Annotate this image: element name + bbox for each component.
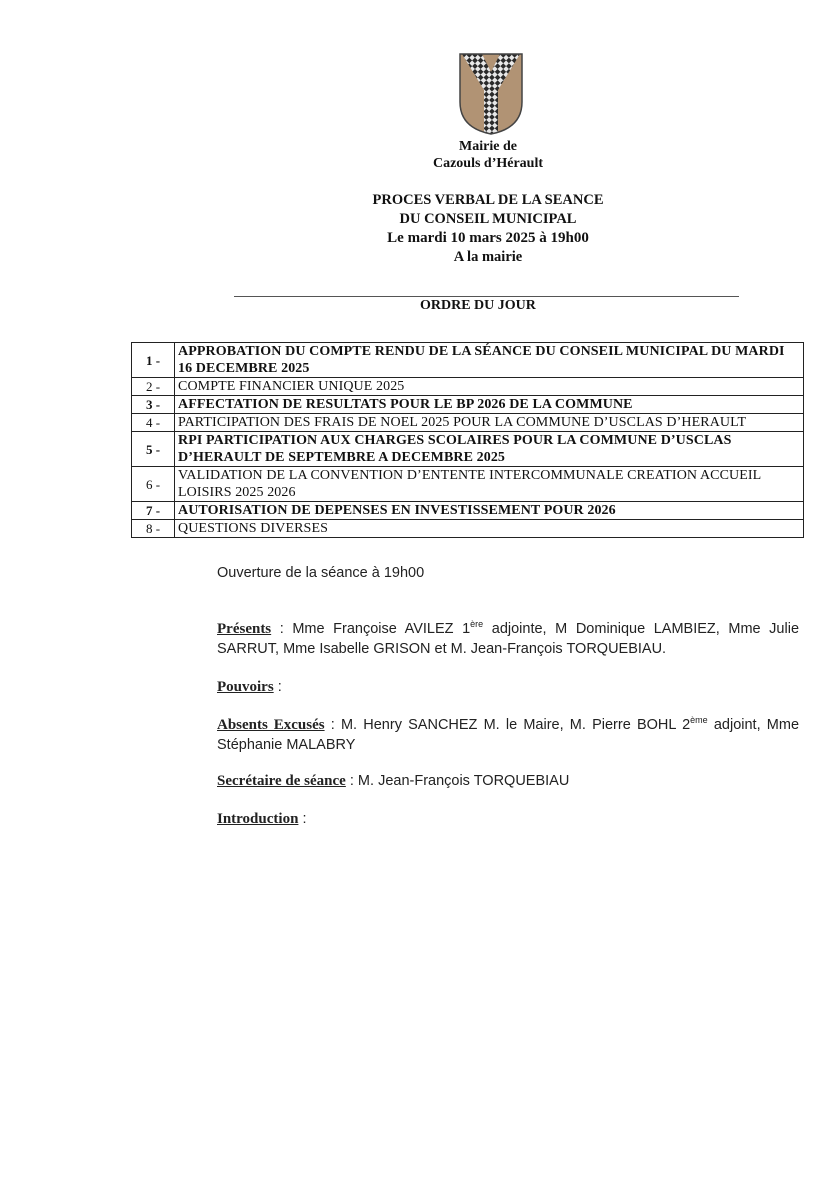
presents-label: Présents xyxy=(217,621,272,637)
pv-line-4: A la mairie xyxy=(453,249,523,265)
opening-line: Ouverture de la séance à 19h00 xyxy=(217,565,425,581)
introduction-text: : xyxy=(298,811,307,827)
presents-paragraph xyxy=(217,619,799,659)
pv-line-3: Le mardi 10 mars 2025 à 19h00 xyxy=(387,230,589,246)
proces-verbal-title xyxy=(68,191,840,267)
agenda-row xyxy=(132,520,804,538)
horizontal-divider xyxy=(234,296,739,297)
secretaire-label: Secrétaire de séance xyxy=(217,773,346,789)
mairie-heading xyxy=(68,138,840,172)
agenda-row xyxy=(132,343,804,378)
agenda-row xyxy=(132,414,804,432)
agenda-item-text: VALIDATION DE LA CONVENTION D’ENTENTE INTERCOMMUNALE CREATION ACCUEIL LOISIRS 2025 2026 xyxy=(175,467,804,502)
agenda-row xyxy=(132,396,804,414)
pouvoirs-text: : xyxy=(273,679,282,695)
agenda-item-number: 7 - xyxy=(132,502,175,520)
agenda-item-text: QUESTIONS DIVERSES xyxy=(175,520,804,538)
absents-text-a: : M. Henry SANCHEZ M. le Maire, M. Pierre BOHL 2 xyxy=(324,717,691,733)
agenda-table xyxy=(131,342,804,538)
agenda-row xyxy=(132,502,804,520)
agenda-item-text: COMPTE FINANCIER UNIQUE 2025 xyxy=(175,378,804,396)
agenda-item-number: 8 - xyxy=(132,520,175,538)
agenda-item-text: AUTORISATION DE DEPENSES EN INVESTISSEMENT POUR 2026 xyxy=(175,502,804,520)
secretaire-paragraph xyxy=(217,771,799,791)
absents-text-b: adjoint, Mme Stéphanie MALABRY xyxy=(217,717,800,753)
agenda-row xyxy=(132,467,804,502)
pouvoirs-label: Pouvoirs xyxy=(217,679,274,695)
mairie-line-2: Cazouls d’Hérault xyxy=(432,156,544,171)
agenda-item-number: 2 - xyxy=(132,378,175,396)
coat-of-arms-logo xyxy=(458,52,524,136)
agenda-row xyxy=(132,378,804,396)
agenda-item-number: 1 - xyxy=(132,343,175,378)
pv-line-1: PROCES VERBAL DE LA SEANCE xyxy=(372,192,604,208)
pouvoirs-paragraph xyxy=(217,677,799,697)
secretaire-text: : M. Jean-François TORQUEBIAU xyxy=(345,773,570,789)
agenda-item-text: PARTICIPATION DES FRAIS DE NOEL 2025 POUR LA COMMUNE D’USCLAS D’HERAULT xyxy=(175,414,804,432)
absents-label: Absents Excusés xyxy=(217,717,325,733)
agenda-item-text: APPROBATION DU COMPTE RENDU DE LA SÉANCE DU CONSEIL MUNICIPAL DU MARDI 16 DECEMBRE 2025 xyxy=(175,343,804,378)
presents-sup: ère xyxy=(470,619,484,630)
pv-line-2: DU CONSEIL MUNICIPAL xyxy=(399,211,577,227)
mairie-line-1: Mairie de xyxy=(459,139,517,154)
introduction-label: Introduction xyxy=(217,811,299,827)
agenda-item-text: AFFECTATION DE RESULTATS POUR LE BP 2026 DE LA COMMUNE xyxy=(175,396,804,414)
introduction-paragraph xyxy=(217,809,799,829)
agenda-row xyxy=(132,432,804,467)
presents-text-a: : Mme Françoise AVILEZ 1 xyxy=(271,621,471,637)
ordre-du-jour-heading: ORDRE DU JOUR xyxy=(420,298,536,313)
agenda-item-text: RPI PARTICIPATION AUX CHARGES SCOLAIRES POUR LA COMMUNE D’USCLAS D’HERAULT DE SEPTEMBRE A DECEMBRE 2025 xyxy=(175,432,804,467)
agenda-item-number: 5 - xyxy=(132,432,175,467)
agenda-item-number: 4 - xyxy=(132,414,175,432)
absents-sup: ème xyxy=(690,715,708,726)
presents-text-b: adjointe, M Dominique LAMBIEZ, Mme Julie SARRUT, Mme Isabelle GRISON et M. Jean-François TORQUEBIAU. xyxy=(217,621,800,657)
agenda-item-number: 6 - xyxy=(132,467,175,502)
agenda-item-number: 3 - xyxy=(132,396,175,414)
absents-paragraph xyxy=(217,715,799,755)
